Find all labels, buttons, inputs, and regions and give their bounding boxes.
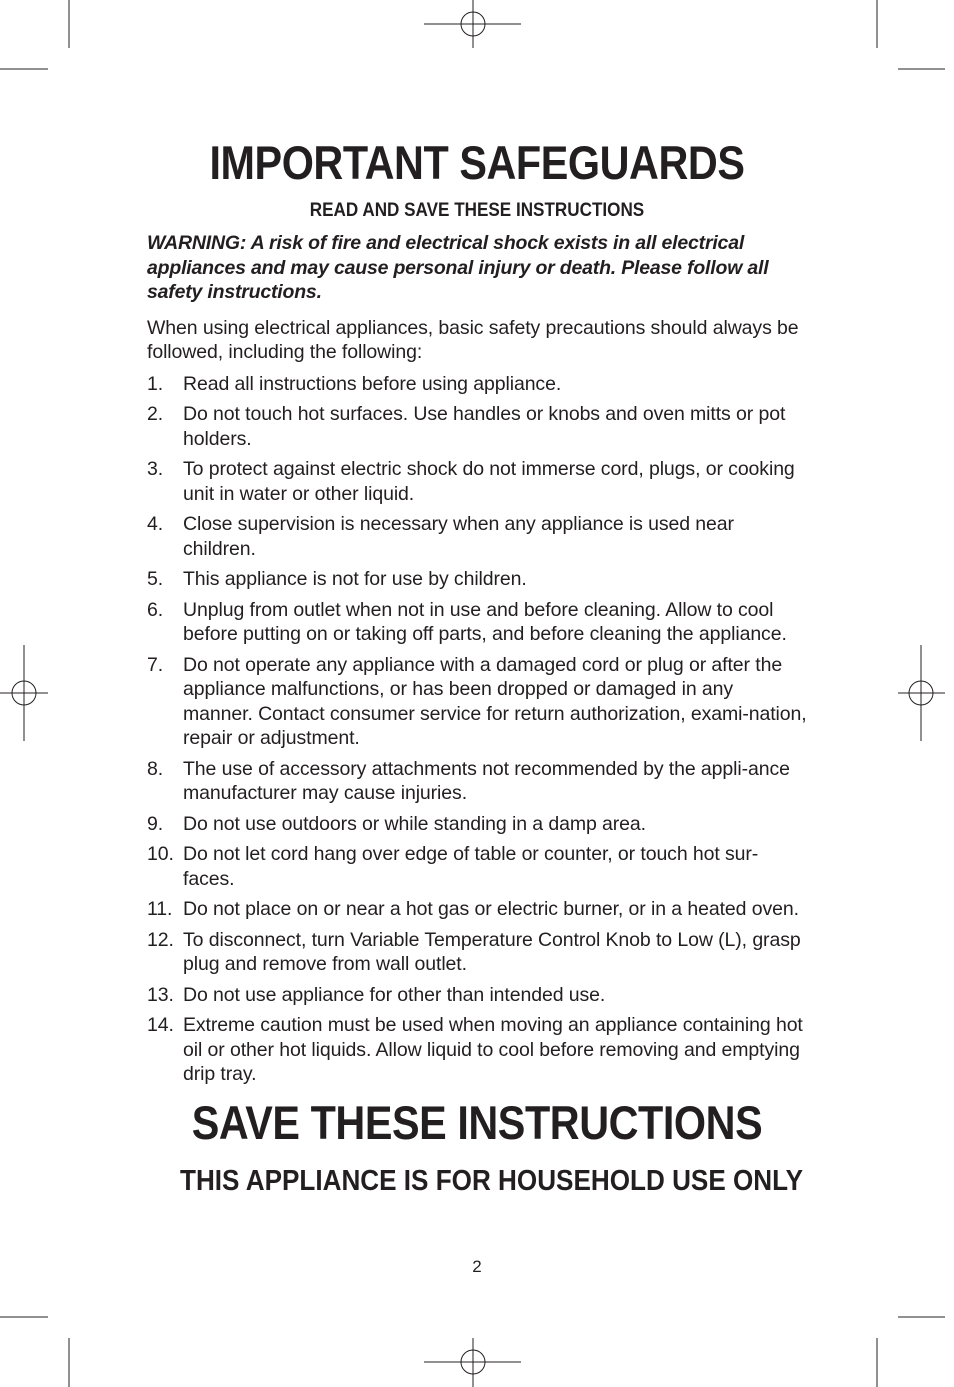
list-item [147, 842, 807, 891]
list-item [147, 897, 807, 922]
safeguards-list [147, 372, 807, 1087]
item-number: 13. [147, 983, 174, 1006]
item-number: 2. [147, 403, 164, 425]
list-item [147, 567, 807, 592]
page-title: IMPORTANT SAFEGUARDS [209, 136, 745, 189]
item-number: 7. [147, 653, 164, 676]
item-number: 10. [147, 843, 174, 865]
warning-paragraph: WARNING: A risk of fire and electrical shock exists in all electrical appliances and may cause personal injury or death. Please follow all safety instructions. [147, 232, 769, 303]
list-item [147, 812, 807, 837]
subtitle: READ AND SAVE THESE INSTRUCTIONS [309, 200, 645, 221]
item-number: 1. [147, 372, 164, 395]
page-number: 2 [472, 1257, 482, 1276]
item-text: Close supervision is necessary when any appliance is used near children. [183, 513, 734, 560]
item-number: 14. [147, 1014, 174, 1036]
item-text: Do not use appliance for other than intended use. [183, 983, 606, 1006]
item-text: Do not operate any appliance with a damaged cord or plug or after the appliance malfunctions, or has been dropped or damaged in any manner. Contact consumer service for return authorization, exami-nation, repair or adjustment. [183, 653, 807, 749]
item-text: Do not use outdoors or while standing in a damp area. [183, 812, 646, 835]
item-text: To disconnect, turn Variable Temperature Control Knob to Low (L), grasp plug and remove from wall outlet. [183, 928, 801, 975]
safeguards-content [147, 133, 807, 1199]
item-number: 4. [147, 513, 164, 535]
item-number: 5. [147, 568, 164, 590]
list-item [147, 983, 807, 1008]
list-item [147, 928, 807, 977]
item-text: The use of accessory attachments not recommended by the appli-ance manufacturer may cause injuries. [183, 757, 790, 804]
list-item [147, 402, 807, 451]
household-use-notice: THIS APPLIANCE IS FOR HOUSEHOLD USE ONLY [180, 1164, 804, 1197]
item-number: 11. [147, 898, 173, 920]
registration-mark-left [0, 645, 48, 741]
item-number: 12. [147, 928, 174, 951]
list-item [147, 598, 807, 647]
registration-mark-top [424, 0, 521, 48]
item-text: Do not let cord hang over edge of table or counter, or touch hot sur-faces. [183, 843, 759, 890]
intro-paragraph: When using electrical appliances, basic safety precautions should always be followed, including the following: [147, 316, 799, 363]
list-item [147, 457, 807, 506]
item-text: Read all instructions before using appliance. [183, 372, 562, 395]
item-number: 3. [147, 458, 164, 480]
list-item [147, 757, 807, 806]
list-item [147, 372, 807, 397]
list-item [147, 512, 807, 561]
registration-mark-bottom [424, 1338, 521, 1387]
item-number: 9. [147, 812, 164, 835]
item-text: This appliance is not for use by children. [183, 568, 527, 590]
item-text: Extreme caution must be used when moving an appliance containing hot oil or other hot liquids. Allow liquid to cool before removing and emptying drip tray. [183, 1014, 803, 1085]
item-text: To protect against electric shock do not immerse cord, plugs, or cooking unit in water or other liquid. [183, 458, 795, 505]
save-instructions-title: SAVE THESE INSTRUCTIONS [191, 1095, 763, 1149]
item-text: Do not place on or near a hot gas or electric burner, or in a heated oven. [183, 898, 799, 920]
list-item [147, 1013, 807, 1087]
list-item [147, 653, 807, 751]
item-number: 8. [147, 757, 164, 780]
registration-mark-right [898, 645, 945, 741]
item-number: 6. [147, 598, 164, 621]
item-text: Do not touch hot surfaces. Use handles or knobs and oven mitts or pot holders. [183, 403, 786, 450]
item-text: Unplug from outlet when not in use and before cleaning. Allow to cool before putting on or taking off parts, and before cleaning the appliance. [183, 598, 787, 645]
